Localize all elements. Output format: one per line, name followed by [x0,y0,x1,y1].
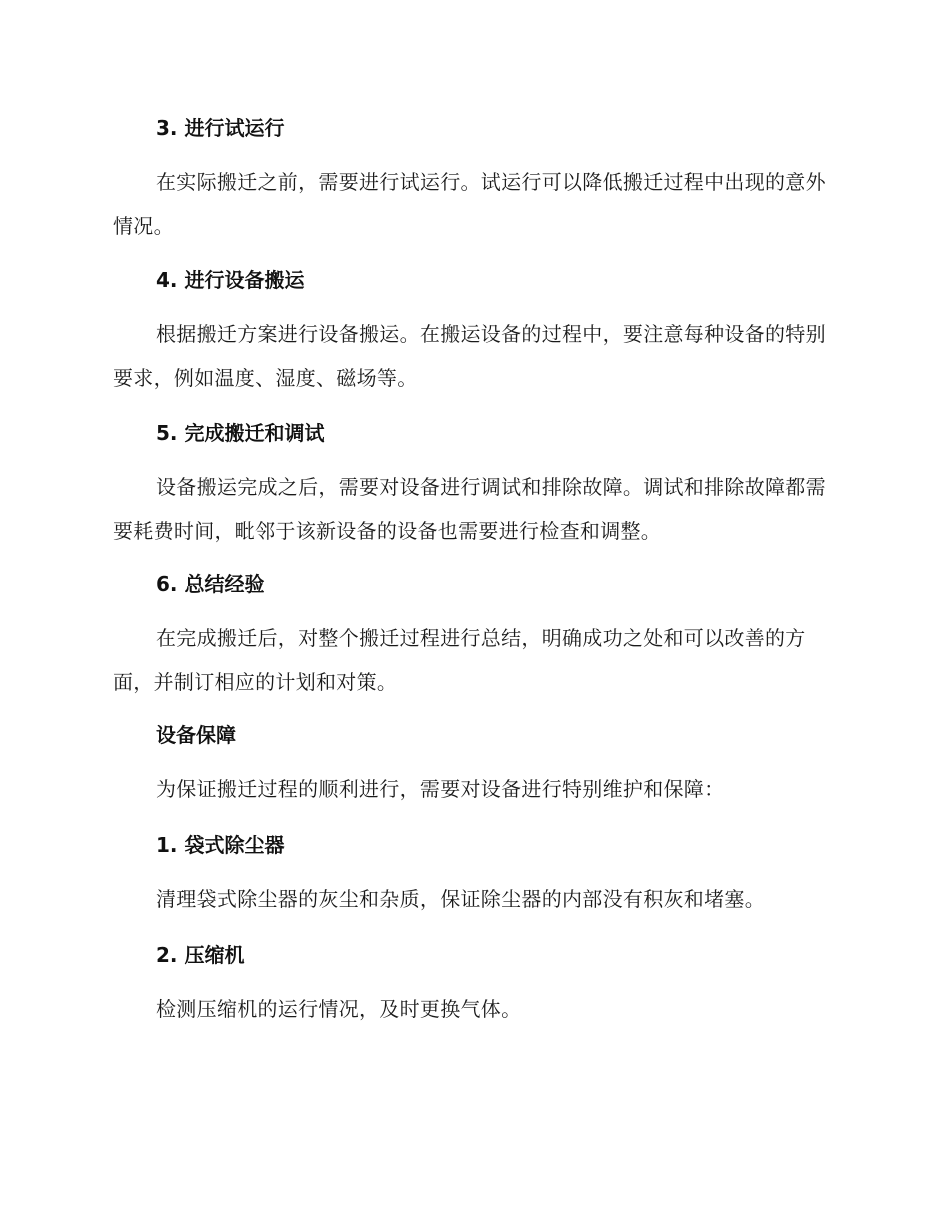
section-heading-equipment-transport: 4. 进行设备搬运 [156,268,305,292]
section-heading-trial-run: 3. 进行试运行 [156,116,285,140]
section-heading-summary: 6. 总结经验 [156,572,265,596]
section-heading-complete-and-debug: 5. 完成搬迁和调试 [156,421,325,445]
section-text-complete-and-debug: 设备搬运完成之后，需要对设备进行调试和排除故障。调试和排除故障都需要耗费时间，毗邻于该新设备的设备也需要进行检查和调整。 [113,475,826,543]
item-heading-bag-filter: 1. 袋式除尘器 [156,833,285,857]
guarantee-heading: 设备保障 [156,723,236,747]
section-text-equipment-transport: 根据搬迁方案进行设备搬运。在搬运设备的过程中，要注意每种设备的特别要求，例如温度、湿度、磁场等。 [113,322,826,390]
item-text-bag-filter: 清理袋式除尘器的灰尘和杂质，保证除尘器的内部没有积灰和堵塞。 [156,887,765,911]
item-text-compressor: 检测压缩机的运行情况，及时更换气体。 [156,997,522,1021]
section-text-trial-run: 在实际搬迁之前，需要进行试运行。试运行可以降低搬迁过程中出现的意外情况。 [113,170,826,238]
item-heading-compressor: 2. 压缩机 [156,943,245,967]
section-text-summary: 在完成搬迁后，对整个搬迁过程进行总结，明确成功之处和可以改善的方面，并制订相应的计划和对策。 [113,626,806,694]
guarantee-intro: 为保证搬迁过程的顺利进行，需要对设备进行特别维护和保障： [156,777,725,801]
